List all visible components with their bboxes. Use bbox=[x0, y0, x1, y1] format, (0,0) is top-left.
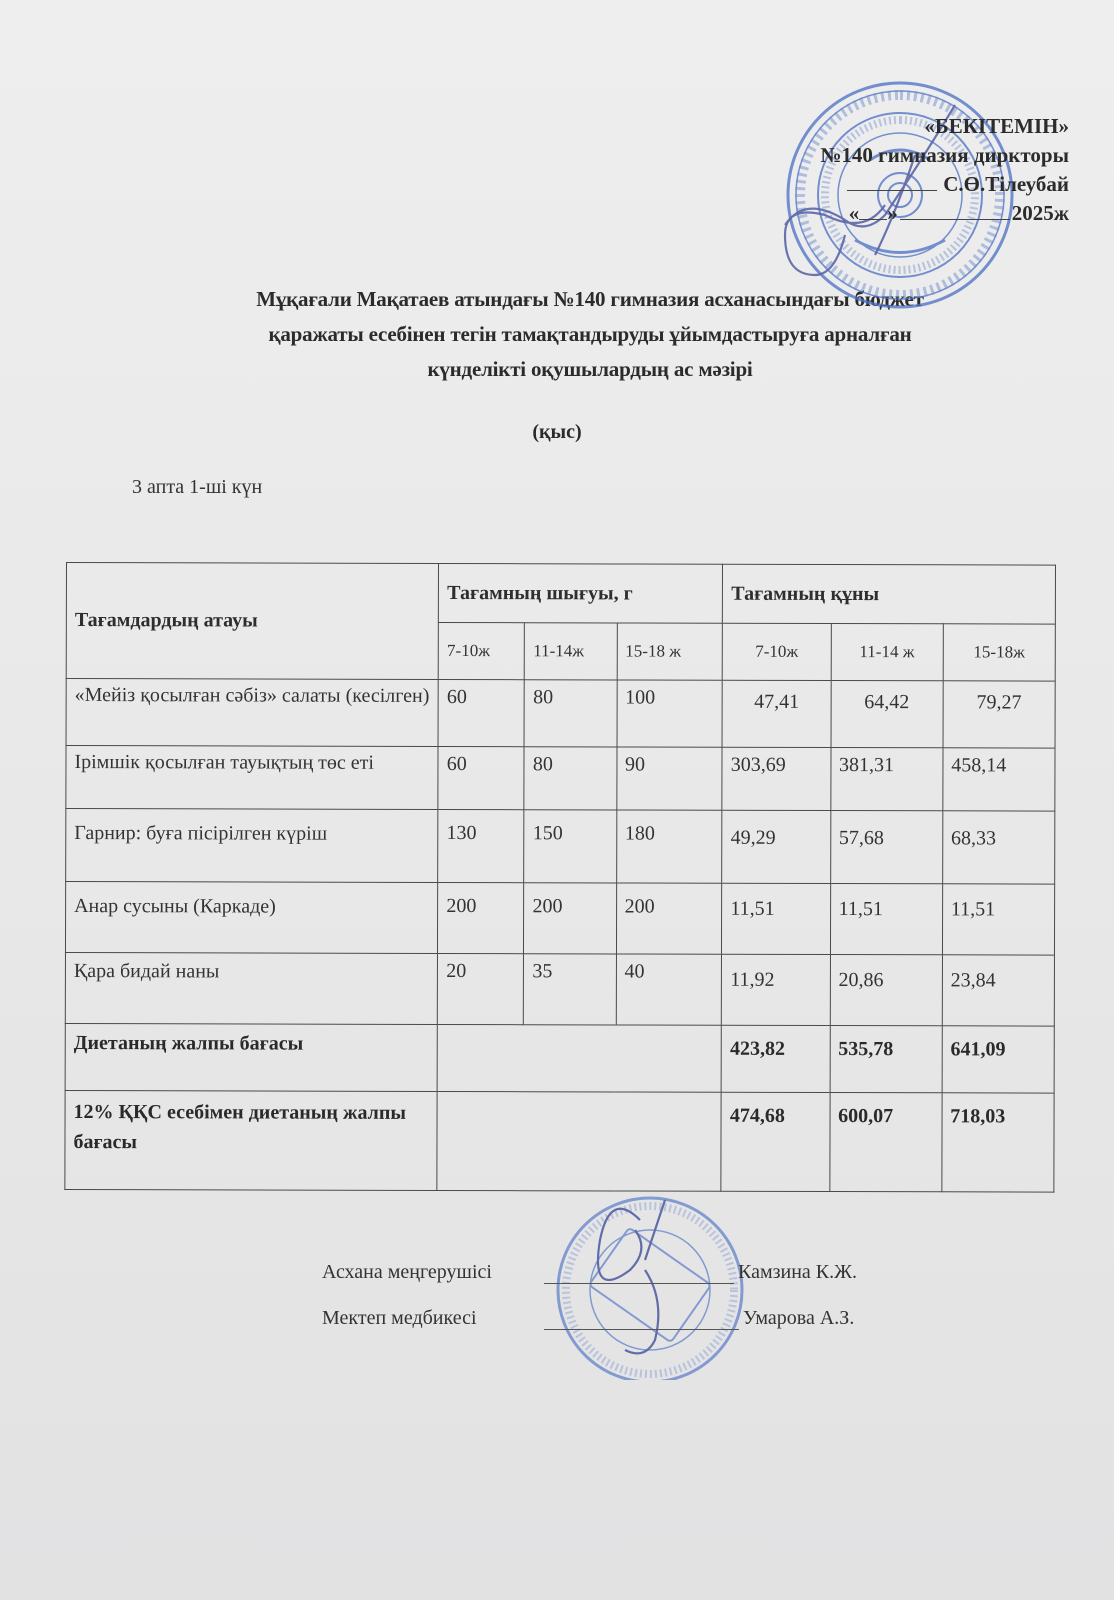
total-vat-row bbox=[65, 1090, 1054, 1192]
dish-name: Гарнир: буға пісірілген күріш bbox=[66, 809, 438, 883]
table-row bbox=[66, 679, 1055, 749]
signature-role: Мектеп медбикесі bbox=[322, 1307, 477, 1329]
total-vat-cost-cell: 600,07 bbox=[829, 1093, 941, 1192]
total-cost-cell: 423,82 bbox=[721, 1025, 829, 1092]
table-row bbox=[66, 809, 1055, 885]
cost-cell: 20,86 bbox=[830, 955, 942, 1026]
cost-cell: 49,29 bbox=[722, 810, 830, 883]
yield-cell: 180 bbox=[616, 810, 722, 883]
approval-block bbox=[820, 112, 1069, 228]
yield-cell: 40 bbox=[616, 954, 722, 1025]
approval-date: « » 2025ж bbox=[848, 201, 1069, 225]
yield-cell: 130 bbox=[438, 809, 524, 882]
menu-table bbox=[64, 562, 1056, 1193]
header-yield-age: 15-18 ж bbox=[617, 623, 723, 680]
approval-signatory bbox=[820, 170, 1069, 199]
signature-line bbox=[544, 1261, 734, 1284]
month-blank bbox=[900, 201, 1010, 220]
cost-cell: 381,31 bbox=[830, 748, 942, 811]
dish-name: Анар сусыны (Каркаде) bbox=[65, 882, 437, 954]
document-title: Мұқағали Мақатаев атындағы №140 гимназия асханасындағы бюджет қаражаты есебінен тегін тамақтандыруды ұйымдастыруға арналған күнделікті оқушылардың ас мәзірі bbox=[256, 287, 924, 381]
signature-name: Умарова А.З. bbox=[743, 1307, 855, 1329]
header-yield-age: 7-10ж bbox=[438, 622, 524, 679]
signature-row bbox=[322, 1238, 857, 1284]
cost-cell: 11,51 bbox=[722, 883, 830, 954]
header-yield-group: Тағамның шығуы, г bbox=[439, 563, 723, 623]
signature-role: Асхана меңгерушісі bbox=[322, 1261, 492, 1283]
cost-cell: 64,42 bbox=[831, 681, 943, 748]
cost-cell: 57,68 bbox=[830, 811, 942, 884]
approval-heading: «БЕКІТЕМІН» bbox=[924, 114, 1069, 138]
empty-cell bbox=[437, 1091, 721, 1191]
approval-position: №140 гимназия диркторы bbox=[820, 143, 1069, 167]
empty-cell bbox=[437, 1024, 721, 1092]
signature-row bbox=[322, 1284, 857, 1330]
yield-cell: 80 bbox=[524, 680, 616, 747]
cost-cell: 458,14 bbox=[943, 748, 1055, 811]
yield-cell: 200 bbox=[616, 883, 722, 954]
header-cost-age: 7-10ж bbox=[723, 623, 831, 680]
total-label: Диетаның жалпы бағасы bbox=[65, 1023, 437, 1091]
header-cost-age: 15-18ж bbox=[943, 624, 1055, 681]
header-cost-age: 11-14 ж bbox=[831, 624, 943, 681]
yield-cell: 35 bbox=[524, 954, 616, 1025]
dish-name: Қара бидай наны bbox=[65, 953, 437, 1025]
day-blank bbox=[859, 201, 887, 220]
dish-name: Ірімшік қосылған тауықтың төс еті bbox=[66, 746, 438, 810]
table-row bbox=[65, 882, 1054, 956]
yield-cell: 90 bbox=[616, 747, 722, 810]
approval-year: 2025ж bbox=[1011, 201, 1069, 225]
cost-cell: 68,33 bbox=[942, 811, 1054, 884]
signature-name: Камзина К.Ж. bbox=[738, 1261, 858, 1283]
header-cost-group: Тағамның құны bbox=[723, 564, 1056, 624]
yield-cell: 200 bbox=[438, 882, 524, 953]
signatures-block bbox=[322, 1238, 857, 1330]
total-row bbox=[65, 1023, 1054, 1093]
dish-name: «Мейіз қосылған сәбіз» салаты (кесілген) bbox=[66, 679, 438, 747]
cost-cell: 11,51 bbox=[942, 884, 1054, 955]
total-cost-cell: 535,78 bbox=[830, 1026, 942, 1093]
signature-line bbox=[847, 172, 937, 191]
yield-cell: 20 bbox=[438, 953, 524, 1024]
table-row bbox=[65, 953, 1054, 1027]
signature-line bbox=[544, 1307, 739, 1330]
yield-cell: 60 bbox=[438, 679, 524, 746]
header-yield-age: 11-14ж bbox=[525, 623, 617, 680]
table-header-row bbox=[66, 563, 1055, 625]
week-day-label: 3 апта 1-ші күн bbox=[132, 476, 263, 498]
table-row bbox=[66, 746, 1055, 812]
yield-cell: 80 bbox=[524, 747, 616, 810]
yield-cell: 200 bbox=[524, 883, 616, 954]
total-vat-cost-cell: 718,03 bbox=[942, 1093, 1054, 1192]
season-label: (қыс) bbox=[532, 421, 582, 443]
header-dish-name: Тағамдардың атауы bbox=[66, 563, 439, 680]
cost-cell: 79,27 bbox=[943, 681, 1055, 748]
total-vat-label: 12% ҚҚС есебімен диетаның жалпы бағасы bbox=[65, 1090, 438, 1190]
total-vat-cost-cell: 474,68 bbox=[721, 1092, 830, 1191]
yield-cell: 60 bbox=[438, 746, 524, 809]
yield-cell: 150 bbox=[524, 810, 616, 883]
yield-cell: 100 bbox=[617, 680, 723, 747]
approval-name: С.Ө.Тілеубай bbox=[943, 172, 1069, 196]
cost-cell: 23,84 bbox=[942, 955, 1054, 1026]
cost-cell: 11,51 bbox=[830, 884, 942, 955]
total-cost-cell: 641,09 bbox=[942, 1026, 1054, 1093]
cost-cell: 47,41 bbox=[722, 680, 830, 747]
cost-cell: 11,92 bbox=[722, 954, 830, 1025]
cost-cell: 303,69 bbox=[722, 747, 830, 810]
